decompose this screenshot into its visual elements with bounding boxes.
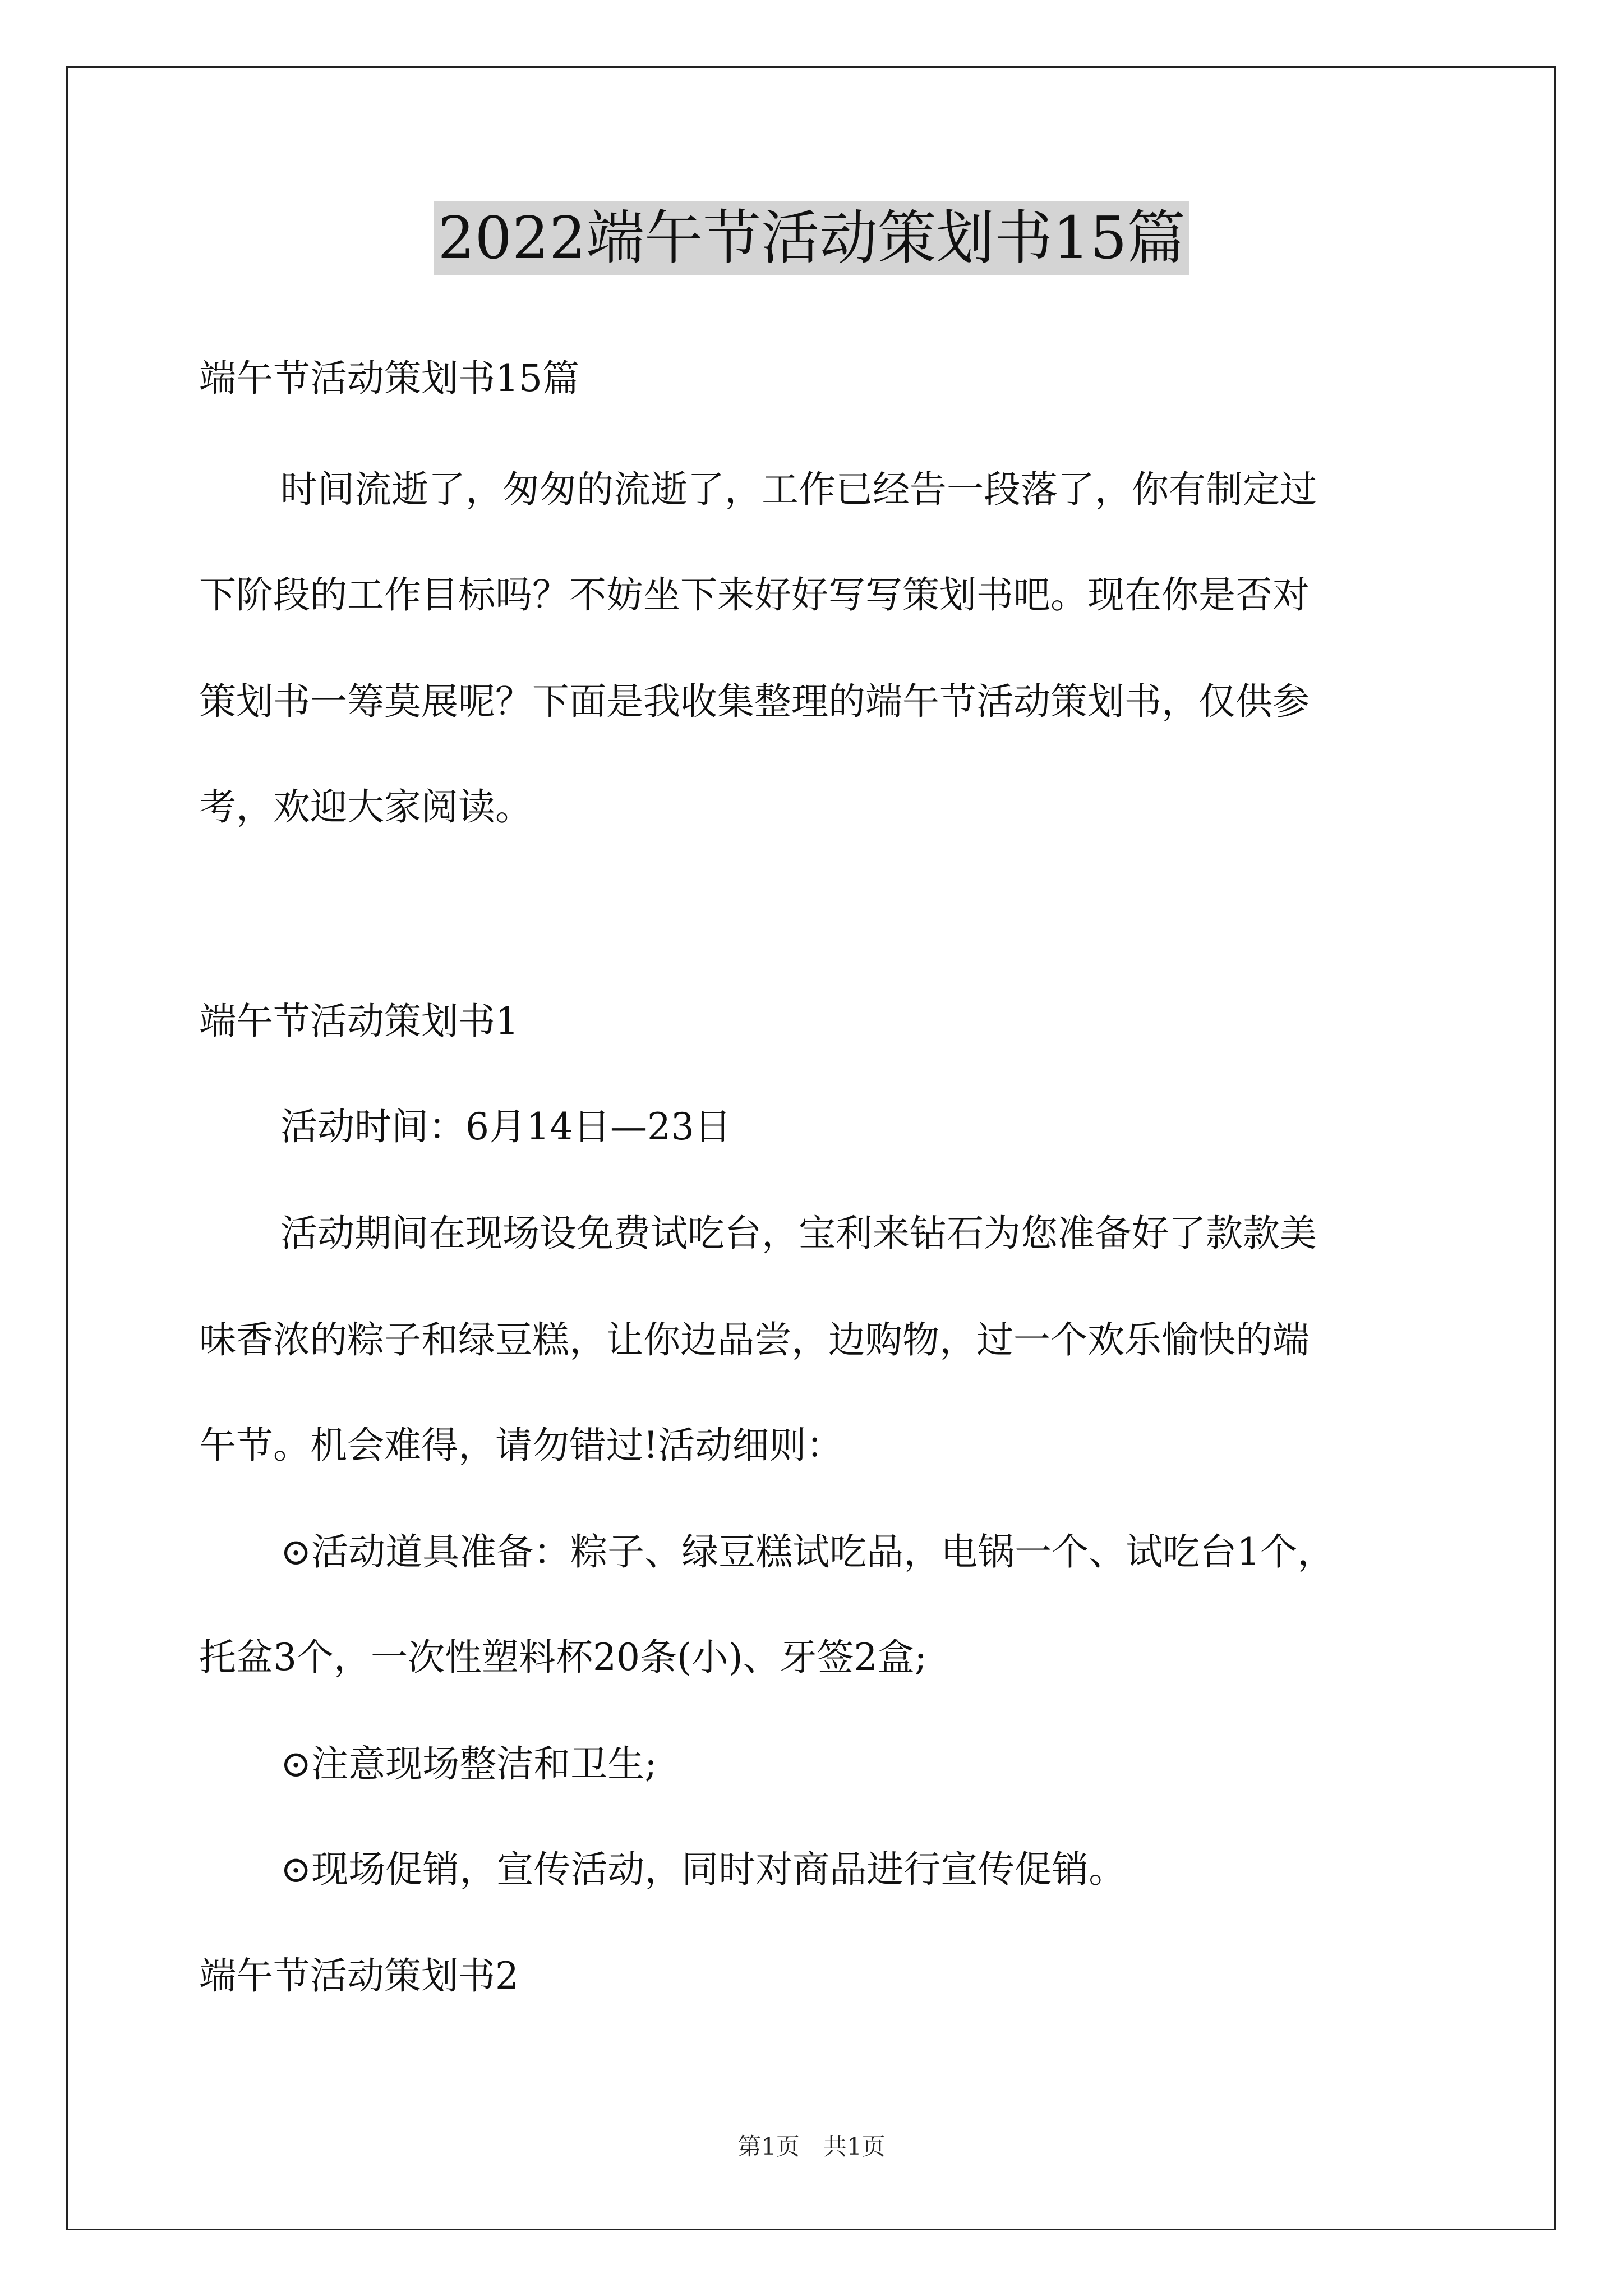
rule-line: ⊙注意现场整洁和卫生; — [280, 1742, 657, 1786]
rule-line: ⊙活动道具准备：粽子、绿豆糕试吃品，电锅一个、试吃台1个， — [280, 1530, 1335, 1573]
section-heading: 端午节活动策划书2 — [199, 1954, 519, 1998]
intro-line: 考，欢迎大家阅读。 — [199, 785, 532, 829]
rule-line: ⊙现场促销，宣传活动，同时对商品进行宣传促销。 — [280, 1848, 1126, 1891]
page-footer: 第1页 共1页 — [737, 2133, 886, 2160]
body-line: 活动期间在现场设免费试吃台，宝利来钻石为您准备好了款款美 — [280, 1212, 1317, 1255]
activity-time: 活动时间：6月14日—23日 — [280, 1105, 731, 1148]
title-container — [0, 201, 1623, 275]
intro-line: 下阶段的工作目标吗？不妨坐下来好好写写策划书吧。现在你是否对 — [199, 573, 1310, 616]
document-title: 2022端午节活动策划书15篇 — [434, 201, 1188, 275]
intro-line: 策划书一筹莫展呢？下面是我收集整理的端午节活动策划书，仅供参 — [199, 680, 1310, 723]
body-line: 味香浓的粽子和绿豆糕，让你边品尝，边购物，过一个欢乐愉快的端 — [199, 1318, 1310, 1361]
section-heading: 端午节活动策划书1 — [199, 1000, 519, 1043]
document-subtitle: 端午节活动策划书15篇 — [199, 357, 579, 400]
rule-line: 托盆3个，一次性塑料杯20条(小)、牙签2盒; — [199, 1636, 927, 1679]
intro-line: 时间流逝了，匆匆的流逝了，工作已经告一段落了，你有制定过 — [280, 468, 1317, 511]
body-line: 午节。机会难得，请勿错过!活动细则： — [199, 1424, 843, 1467]
